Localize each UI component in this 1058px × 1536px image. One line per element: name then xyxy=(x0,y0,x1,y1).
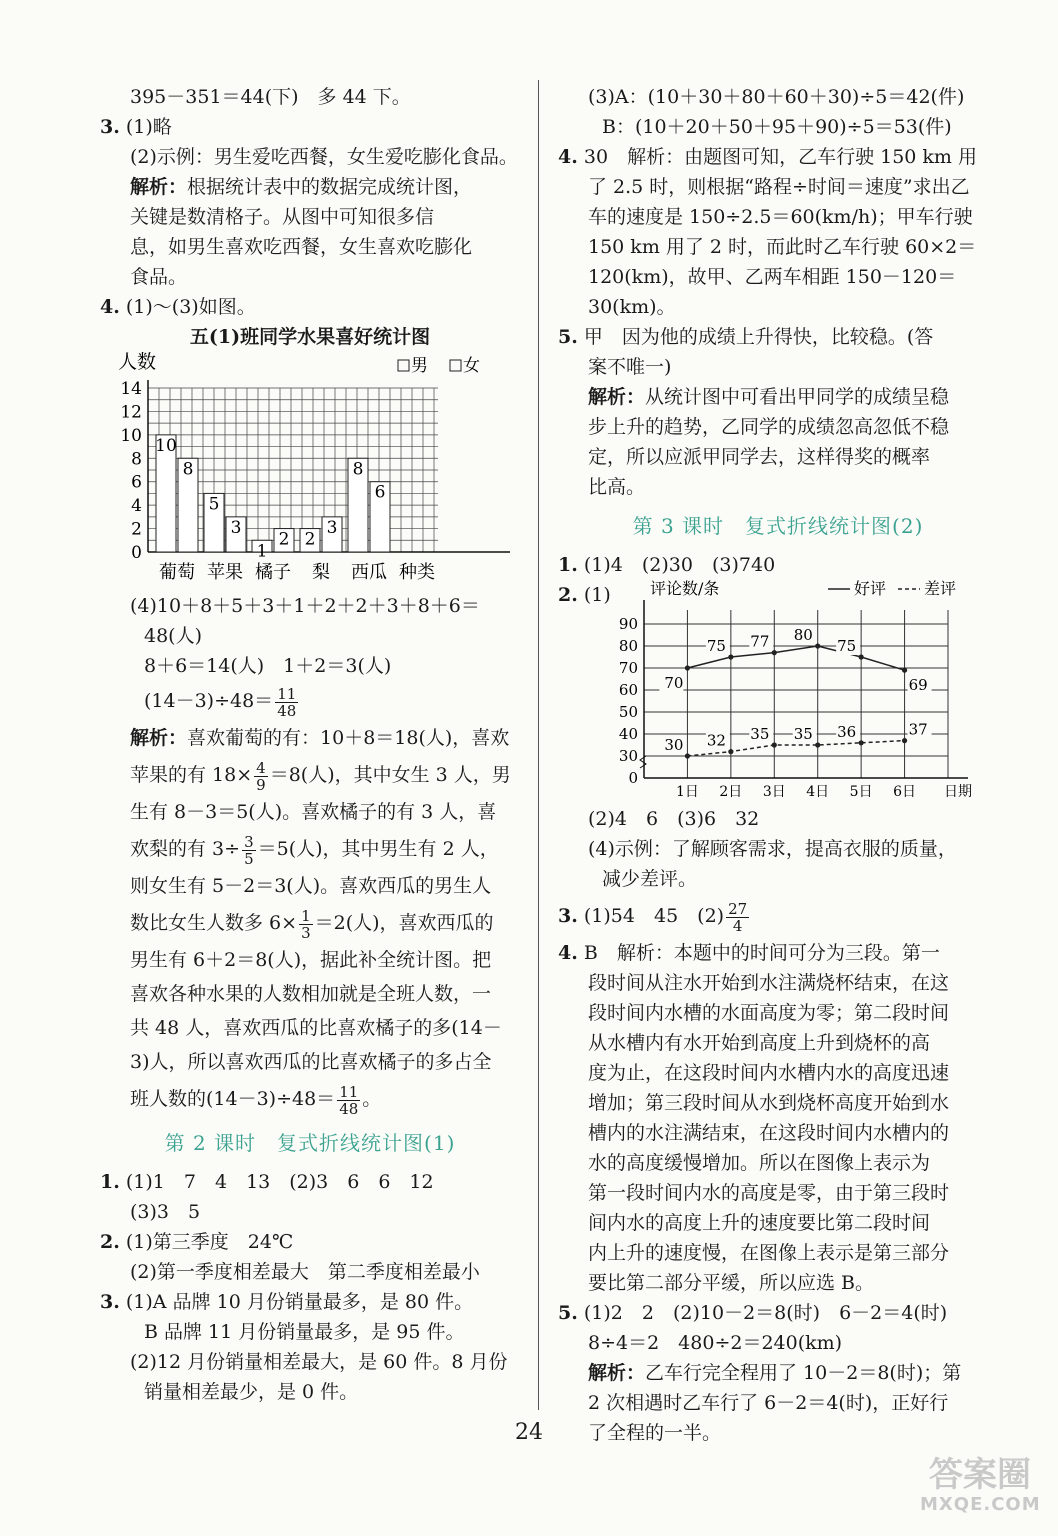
y-tick-label: 0 xyxy=(628,769,638,787)
data-point xyxy=(815,643,820,648)
legend-label-boy: 男 xyxy=(411,356,428,376)
y-tick-label: 14 xyxy=(120,379,142,399)
y-tick-label: 40 xyxy=(618,725,638,743)
text-line: (2)12 月份销量相差最大，是 60 件。8 月份 xyxy=(130,1351,508,1373)
category-label: 橘子 xyxy=(255,562,291,583)
y-tick-label: 50 xyxy=(618,703,638,721)
bar-value-label: 10 xyxy=(155,435,177,456)
watermark-text: 答案圈 xyxy=(929,1455,1031,1495)
question-number: 5. xyxy=(558,326,578,348)
text-line: (1)54 45 (2) xyxy=(583,905,725,927)
y-tick-label: 70 xyxy=(618,659,638,677)
y-tick-label: 4 xyxy=(131,496,142,517)
y-tick-label: 90 xyxy=(618,615,638,633)
text-line: B：(10＋20＋50＋95＋90)÷5＝53(件) xyxy=(602,116,952,138)
right-column xyxy=(558,82,998,1448)
page-number: 24 xyxy=(515,1420,543,1445)
text-line: 男生有 6＋2＝8(人)，据此补全统计图。把 xyxy=(130,949,492,971)
category-label: 葡萄 xyxy=(159,562,195,583)
bar-value-label: 3 xyxy=(326,517,338,538)
legend-swatch-girl xyxy=(450,360,461,371)
text-line: 2 次相遇时乙车行了 6－2＝4(时)，正好行 xyxy=(588,1392,949,1414)
text-line: 喜欢葡萄的有：10＋8＝18(人)，喜欢 xyxy=(187,727,510,749)
y-tick-label: 0 xyxy=(131,543,142,563)
column-divider xyxy=(538,80,539,1410)
data-label: 32 xyxy=(706,731,726,750)
legend-label-girl: 女 xyxy=(463,356,480,376)
legend-label-good: 好评 xyxy=(854,580,887,598)
category-label: 苹果 xyxy=(207,562,243,583)
bar-chart-title: 五(1)班同学水果喜好统计图 xyxy=(189,326,431,348)
text-line: ＝8(人)，其中女生 3 人，男 xyxy=(269,764,511,786)
question-number: 3. xyxy=(100,1291,120,1313)
data-point xyxy=(859,654,864,659)
y-tick-label: 2 xyxy=(131,519,142,540)
analysis-label: 解析： xyxy=(130,727,188,749)
data-point xyxy=(685,753,690,758)
text-line: 食品。 xyxy=(130,266,188,288)
bar-value-label: 2 xyxy=(278,529,290,550)
text-line: ＝2(人)，喜欢西瓜的 xyxy=(314,912,494,934)
text-line: (1)1 7 4 13 (2)3 6 6 12 xyxy=(125,1171,434,1193)
x-tick-label: 6日 xyxy=(893,784,917,800)
left-column xyxy=(100,82,520,1407)
text-line: 根据统计表中的数据完成统计图， xyxy=(187,176,473,198)
x-tick-label: 4日 xyxy=(806,784,830,800)
text-line: 150 km 用了 2 时，而此时乙车行驶 60×2＝ xyxy=(588,236,977,258)
text-line: (3)3 5 xyxy=(130,1201,201,1223)
text-line: 定，所以应派甲同学去，这样得奖的概率 xyxy=(588,446,931,468)
question-number: 4. xyxy=(558,146,578,168)
watermark-url: MXQE.COM xyxy=(920,1494,1041,1515)
text-line: 30 解析：由题图可知，乙车行驶 150 km 用 xyxy=(583,146,977,168)
question-number: 2. xyxy=(558,584,578,606)
text-line: 120(km)，故甲、乙两车相距 150－120＝ xyxy=(588,266,957,288)
data-point xyxy=(728,749,733,754)
analysis-label: 解析： xyxy=(588,386,646,408)
text-line: 共 48 人，喜欢西瓜的比喜欢橘子的多(14－ xyxy=(130,1017,502,1039)
text-line: 从统计图中可看出甲同学的成绩呈稳 xyxy=(645,386,950,408)
text-line: 则女生有 5－2＝3(人)。喜欢西瓜的男生人 xyxy=(130,875,492,897)
text-line: (14－3)÷48＝ xyxy=(144,690,274,712)
text-line: 。 xyxy=(362,1088,382,1110)
question-number: 4. xyxy=(558,942,578,964)
data-label: 35 xyxy=(793,725,813,743)
bar-value-label: 5 xyxy=(208,494,220,515)
text-line: (1)第三季度 24℃ xyxy=(125,1231,294,1253)
text-line: (2)4 6 (3)6 32 xyxy=(588,808,760,830)
watermark xyxy=(920,1456,1040,1518)
axis-break-mark xyxy=(640,756,646,768)
review-line-chart xyxy=(588,580,1028,800)
text-line: (1)A 品牌 10 月份销量最多，是 80 件。 xyxy=(125,1291,474,1313)
text-line: 段时间从注水开始到水注满烧杯结束，在这 xyxy=(588,972,950,994)
text-line: 30(km)。 xyxy=(588,296,676,318)
bar-value-label: 3 xyxy=(230,517,242,538)
question-number: 2. xyxy=(100,1231,120,1253)
fruit-bar-chart xyxy=(100,352,520,587)
data-label: 70 xyxy=(664,674,684,692)
text-line: 要比第二部分平缓，所以应选 B。 xyxy=(588,1272,875,1294)
data-label: 30 xyxy=(664,736,684,754)
analysis-label: 解析： xyxy=(130,176,188,198)
fraction: $\frac{3}{5}$ xyxy=(244,832,254,868)
data-label: 75 xyxy=(706,637,726,655)
text-line: 销量相差最少，是 0 件。 xyxy=(144,1381,359,1403)
text-line: 395－351＝44(下) 多 44 下。 xyxy=(130,86,411,108)
text-line: 度为止，在这段时间内水槽内水的高度迅速 xyxy=(588,1062,950,1084)
data-label: 35 xyxy=(750,725,770,743)
data-point xyxy=(902,668,907,673)
y-tick-label: 12 xyxy=(120,402,142,423)
question-number: 1. xyxy=(100,1171,120,1193)
y-tick-label: 8 xyxy=(131,449,142,470)
data-label: 36 xyxy=(837,722,857,741)
text-line: (2)示例：男生爱吃西餐，女生爱吃膨化食品。 xyxy=(130,146,518,168)
text-line: 水的高度缓慢增加。所以在图像上表示为 xyxy=(588,1152,931,1174)
text-line: 欢梨的有 3÷ xyxy=(130,838,241,860)
legend-swatch-boy xyxy=(398,360,409,371)
section-title: 第 3 课时 复式折线统计图(2) xyxy=(632,514,924,538)
text-line: 案不唯一) xyxy=(588,356,672,378)
text-line: 间内水的高度上升的速度要比第二段时间 xyxy=(588,1212,931,1234)
text-line: 段时间内水槽的水面高度为零；第二段时间 xyxy=(588,1002,950,1024)
analysis-label: 解析： xyxy=(588,1362,646,1384)
data-point xyxy=(728,654,733,659)
y-tick-label: 80 xyxy=(618,637,638,655)
text-line: 甲 因为他的成绩上升得快，比较稳。(答 xyxy=(583,326,934,348)
text-line: (2)第一季度相差最大 第二季度相差最小 xyxy=(130,1261,480,1283)
legend-label-bad: 差评 xyxy=(924,580,957,598)
text-line: 内上升的速度慢，在图像上表示是第三部分 xyxy=(588,1242,950,1264)
x-tick-label: 2日 xyxy=(719,784,743,800)
bar-value-label: 8 xyxy=(182,459,194,480)
bar-ylabel: 人数 xyxy=(118,352,157,373)
text-line: 苹果的有 18× xyxy=(130,764,253,786)
text-line: ＝5(人)，其中男生有 2 人， xyxy=(257,838,499,860)
text-line: (1)略 xyxy=(125,116,172,138)
fraction: $\frac{11}{48}$ xyxy=(277,684,297,720)
data-label: 69 xyxy=(908,676,928,695)
text-line: 乙车行完全程用了 10－2＝8(时)；第 xyxy=(645,1362,962,1384)
x-tick-label: 5日 xyxy=(849,784,873,800)
bar-value-label: 2 xyxy=(304,529,316,550)
text-line: 3)人，所以喜欢西瓜的比喜欢橘子的多占全 xyxy=(130,1051,492,1073)
text-line: 第一段时间内水的高度是零，由于第三段时 xyxy=(588,1182,950,1204)
text-line: (1) xyxy=(583,584,611,606)
text-line: (1)2 2 (2)10－2＝8(时) 6－2＝4(时) xyxy=(583,1302,948,1324)
text-line: 车的速度是 150÷2.5＝60(km/h)；甲车行驶 xyxy=(588,206,973,228)
category-label: 梨 xyxy=(312,562,330,583)
line-ylabel: 评论数/条 xyxy=(650,580,720,598)
text-line: B 解析：本题中的时间可分为三段。第一 xyxy=(583,942,940,964)
fraction: $\frac{4}{9}$ xyxy=(256,758,266,794)
text-line: 48(人) xyxy=(144,625,203,647)
text-line: 息，如男生喜欢吃西餐，女生喜欢吃膨化 xyxy=(130,236,473,258)
text-line: 槽内的水注满结束，在这段时间内水槽内的 xyxy=(588,1122,950,1144)
text-line: 比高。 xyxy=(588,476,646,498)
bar-value-label: 8 xyxy=(352,459,364,480)
data-point xyxy=(859,740,864,745)
y-tick-label: 10 xyxy=(120,425,142,446)
data-point xyxy=(772,650,777,655)
text-line: 数比女生人数多 6× xyxy=(130,912,298,934)
x-axis-label: 日期 xyxy=(944,784,972,800)
y-tick-label: 60 xyxy=(618,681,638,699)
category-label: 西瓜 xyxy=(351,562,387,583)
fraction: $\frac{27}{4}$ xyxy=(728,899,748,935)
text-line: (1)～(3)如图。 xyxy=(125,296,256,318)
data-point xyxy=(685,665,690,670)
text-line: 喜欢各种水果的人数相加就是全班人数，一 xyxy=(130,983,492,1005)
data-point xyxy=(815,742,820,747)
text-line: 从水槽内有水开始到高度上升到烧杯的高 xyxy=(588,1032,931,1054)
text-line: 8÷4＝2 480÷2＝240(km) xyxy=(588,1332,843,1354)
question-number: 3. xyxy=(100,116,120,138)
category-label: 种类 xyxy=(399,562,435,583)
bar-value-label: 6 xyxy=(374,482,386,503)
text-line: 了全程的一半。 xyxy=(588,1422,722,1444)
text-line: 步上升的趋势，乙同学的成绩忽高忽低不稳 xyxy=(588,416,950,438)
data-label: 37 xyxy=(908,720,928,739)
text-line: (4)10＋8＋5＋3＋1＋2＋2＋3＋8＋6＝ xyxy=(130,595,480,617)
text-line: 班人数的(14－3)÷48＝ xyxy=(130,1088,336,1110)
y-tick-label: 6 xyxy=(131,472,142,493)
data-label: 75 xyxy=(837,637,857,655)
text-line: (4)示例：了解顾客需求，提高衣服的质量， xyxy=(588,838,957,860)
data-label: 77 xyxy=(750,632,770,651)
question-number: 5. xyxy=(558,1302,578,1324)
fraction: $\frac{11}{48}$ xyxy=(339,1082,359,1118)
text-line: 了 2.5 时，则根据“路程÷时间＝速度”求出乙 xyxy=(588,176,970,198)
data-point xyxy=(772,742,777,747)
text-line: 生有 8－3＝5(人)。喜欢橘子的有 3 人，喜 xyxy=(130,801,497,823)
bar-value-label: 1 xyxy=(256,541,268,562)
x-tick-label: 1日 xyxy=(675,784,699,800)
data-label: 80 xyxy=(793,626,813,644)
text-line: B 品牌 11 月份销量最多，是 95 件。 xyxy=(144,1321,465,1343)
text-line: 关键是数清格子。从图中可知很多信 xyxy=(130,206,435,228)
data-point xyxy=(902,738,907,743)
text-line: (3)A：(10＋30＋80＋60＋30)÷5＝42(件) xyxy=(588,86,965,108)
question-number: 3. xyxy=(558,905,578,927)
text-line: 增加；第三段时间从水到烧杯高度开始到水 xyxy=(588,1092,950,1114)
text-line: 8＋6＝14(人) 1＋2＝3(人) xyxy=(144,655,392,677)
text-line: 减少差评。 xyxy=(602,868,698,890)
section-title: 第 2 课时 复式折线统计图(1) xyxy=(164,1131,456,1155)
question-number: 1. xyxy=(558,554,578,576)
question-number: 4. xyxy=(100,296,120,318)
fraction: $\frac{1}{3}$ xyxy=(301,906,311,942)
x-tick-label: 3日 xyxy=(762,784,786,800)
y-tick-label: 30 xyxy=(618,747,638,765)
text-line: (1)4 (2)30 (3)740 xyxy=(583,554,776,576)
